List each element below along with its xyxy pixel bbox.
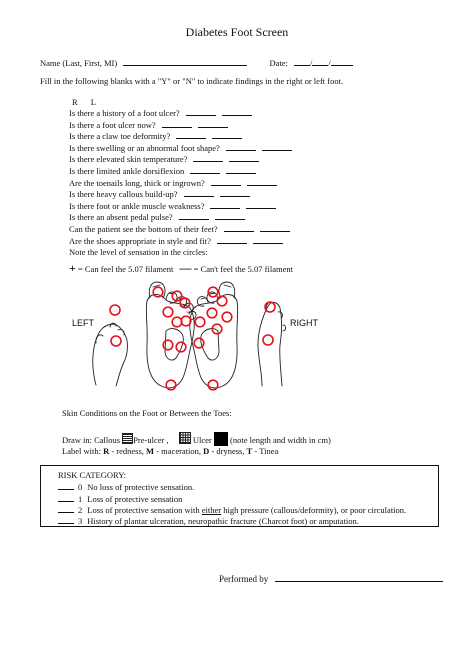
left-foot-answer[interactable]: [262, 142, 292, 151]
question-text: Is there a foot ulcer now?: [69, 119, 156, 130]
question-text: Are the shoes appropriate in style and fit?: [69, 235, 211, 246]
risk-text: high pressure (callous/deformity), or poor circulation.: [221, 505, 407, 515]
left-dorsal-foot-outline: [93, 323, 128, 386]
risk-number: 3: [78, 516, 83, 526]
draw-in-label: Draw in: Callous: [62, 435, 121, 445]
callous-hatch-icon: [122, 433, 133, 444]
name-field[interactable]: [123, 57, 247, 66]
risk-text: Loss of protective sensation: [87, 494, 183, 504]
question-row: [69, 177, 277, 188]
tinea-text: - Tinea: [254, 446, 279, 456]
left-foot-answer[interactable]: [253, 235, 283, 244]
left-label: LEFT: [72, 318, 95, 328]
left-foot-answer[interactable]: [215, 211, 245, 220]
question-row: [69, 130, 242, 141]
question-row: [69, 107, 252, 118]
question-text: Is there foot or ankle muscle weakness?: [69, 200, 205, 211]
performed-by-label: Performed by: [219, 574, 269, 584]
question-text: Is there swelling or an abnormal foot shape?: [69, 142, 220, 153]
right-foot-answer[interactable]: [224, 223, 254, 232]
sensation-test-circle[interactable]: [195, 317, 205, 327]
sensation-test-circle[interactable]: [208, 380, 218, 390]
left-foot-answer[interactable]: [226, 165, 256, 174]
right-foot-answer[interactable]: [210, 200, 240, 209]
dryness-code: D: [203, 446, 210, 456]
left-foot-outline: [146, 282, 196, 388]
column-headers: [72, 97, 107, 107]
performed-by-row: [219, 573, 443, 584]
maceration-code: M: [146, 446, 155, 456]
right-foot-answer[interactable]: [186, 107, 216, 116]
foot-diagram: [0, 270, 474, 402]
question-text: Is there limited ankle dorsiflexion: [69, 166, 185, 176]
risk-text-emphasis: either: [201, 505, 222, 515]
right-foot-answer[interactable]: [179, 211, 209, 220]
right-foot-answer[interactable]: [190, 165, 220, 174]
ulcer-label: Ulcer: [192, 435, 212, 445]
risk-check-field[interactable]: [58, 504, 74, 513]
question-row: [69, 142, 292, 153]
minus-legend-text: = Can't feel the 5.07 filament: [193, 264, 293, 274]
risk-title: RISK CATEGORY:: [58, 470, 126, 480]
question-row: [69, 235, 283, 246]
left-foot-answer[interactable]: [260, 223, 290, 232]
sensation-test-circle[interactable]: [217, 296, 227, 306]
performed-by-field[interactable]: [275, 573, 443, 582]
question-text: Is there a history of a foot ulcer?: [69, 108, 180, 118]
sensation-test-circle[interactable]: [172, 317, 182, 327]
sensation-test-circle[interactable]: [181, 316, 191, 326]
sensation-test-circle[interactable]: [176, 342, 186, 352]
date-month-field[interactable]: [294, 57, 313, 68]
question-row: [69, 153, 259, 164]
risk-check-field[interactable]: [58, 515, 74, 524]
pre-ulcer-grid-icon: [179, 432, 191, 444]
skin-conditions-title: Skin Conditions on the Foot or Between the Toes:: [62, 408, 232, 418]
maceration-text: - maceration,: [156, 446, 202, 456]
right-foot-answer[interactable]: [211, 177, 241, 186]
question-text: Is there elevated skin temperature?: [69, 154, 188, 165]
right-foot-answer[interactable]: [184, 188, 214, 197]
question-text: Are the toenails long, thick or ingrown?: [69, 177, 205, 188]
sensation-title: Note the level of sensation in the circles:: [69, 247, 208, 257]
risk-number: 1: [78, 494, 83, 504]
pre-ulcer-label: Pre-ulcer ,: [133, 435, 169, 445]
risk-item: [58, 493, 182, 504]
sensation-test-circle[interactable]: [222, 312, 232, 322]
date-separator: /: [310, 58, 313, 68]
question-row: [69, 200, 276, 211]
page-title: Diabetes Foot Screen: [185, 25, 289, 39]
left-foot-answer[interactable]: [247, 177, 277, 186]
risk-item: [58, 504, 406, 515]
sensation-test-circle[interactable]: [166, 380, 176, 390]
right-foot-answer[interactable]: [226, 142, 256, 151]
sensation-test-circle[interactable]: [194, 338, 204, 348]
sensation-test-circle[interactable]: [263, 335, 273, 345]
question-text: Is there an absent pedal pulse?: [69, 212, 173, 223]
instructions: Fill in the following blanks with a "Y" or "N" to indicate findings in the right or left foot.: [40, 76, 344, 86]
question-row: [69, 223, 290, 234]
left-foot-answer[interactable]: [246, 200, 276, 209]
redness-text: - redness,: [111, 446, 144, 456]
sensation-test-circle[interactable]: [111, 336, 121, 346]
minus-symbol: —: [179, 261, 192, 275]
sensation-test-circle[interactable]: [153, 287, 163, 297]
risk-number: 0: [78, 482, 83, 492]
column-left-header: L: [90, 97, 96, 107]
question-row: [69, 211, 245, 222]
ulcer-black-square-icon: [214, 432, 228, 446]
sensation-test-circle[interactable]: [163, 307, 173, 317]
risk-check-field[interactable]: [58, 493, 74, 502]
sensation-test-circle[interactable]: [110, 305, 120, 315]
right-foot-answer[interactable]: [176, 130, 206, 139]
right-label: RIGHT: [290, 318, 318, 328]
date-day-field[interactable]: [312, 57, 331, 68]
date-separator: /: [328, 58, 331, 68]
question-row: [69, 165, 256, 176]
left-foot-answer[interactable]: [212, 130, 242, 139]
risk-text: Loss of protective sensation with: [87, 505, 202, 515]
left-foot-answer[interactable]: [229, 153, 259, 162]
sensation-test-circle[interactable]: [163, 340, 173, 350]
risk-text: No loss of protective sensation.: [87, 482, 195, 492]
sensation-test-circle[interactable]: [207, 308, 217, 318]
left-foot-answer[interactable]: [220, 188, 250, 197]
dryness-text: - dryness,: [211, 446, 245, 456]
right-foot-answer[interactable]: [162, 119, 192, 128]
tinea-code: T: [246, 446, 253, 456]
question-row: [69, 119, 228, 130]
left-foot-answer[interactable]: [198, 119, 228, 128]
question-row: [69, 188, 250, 199]
label-with-row: [62, 446, 278, 456]
plus-symbol: +: [69, 261, 76, 275]
right-foot-outline: [190, 282, 238, 388]
date-year-field[interactable]: [331, 57, 353, 66]
risk-item: [58, 515, 359, 526]
risk-text: History of plantar ulceration, neuropathic fracture (Charcot foot) or amputation.: [87, 516, 359, 526]
plus-legend-text: = Can feel the 5.07 filament: [77, 264, 174, 274]
name-date-row: [40, 57, 353, 68]
draw-in-row: [62, 432, 331, 446]
right-foot-answer[interactable]: [217, 235, 247, 244]
redness-code: R: [103, 446, 110, 456]
question-text: Can the patient see the bottom of their feet?: [69, 224, 218, 234]
question-text: Is there a claw toe deformity?: [69, 131, 171, 142]
name-label: Name (Last, First, MI): [40, 58, 118, 68]
column-right-header: R: [72, 97, 78, 107]
date-label: Date:: [269, 58, 288, 68]
label-with-text: Label with:: [62, 446, 101, 456]
risk-check-field[interactable]: [58, 481, 74, 490]
risk-number: 2: [78, 505, 83, 515]
right-foot-answer[interactable]: [193, 153, 223, 162]
question-text: Is there heavy callous build-up?: [69, 189, 178, 200]
left-foot-answer[interactable]: [222, 107, 252, 116]
ulcer-note: (note length and width in cm): [230, 435, 331, 445]
risk-item: [58, 481, 194, 492]
